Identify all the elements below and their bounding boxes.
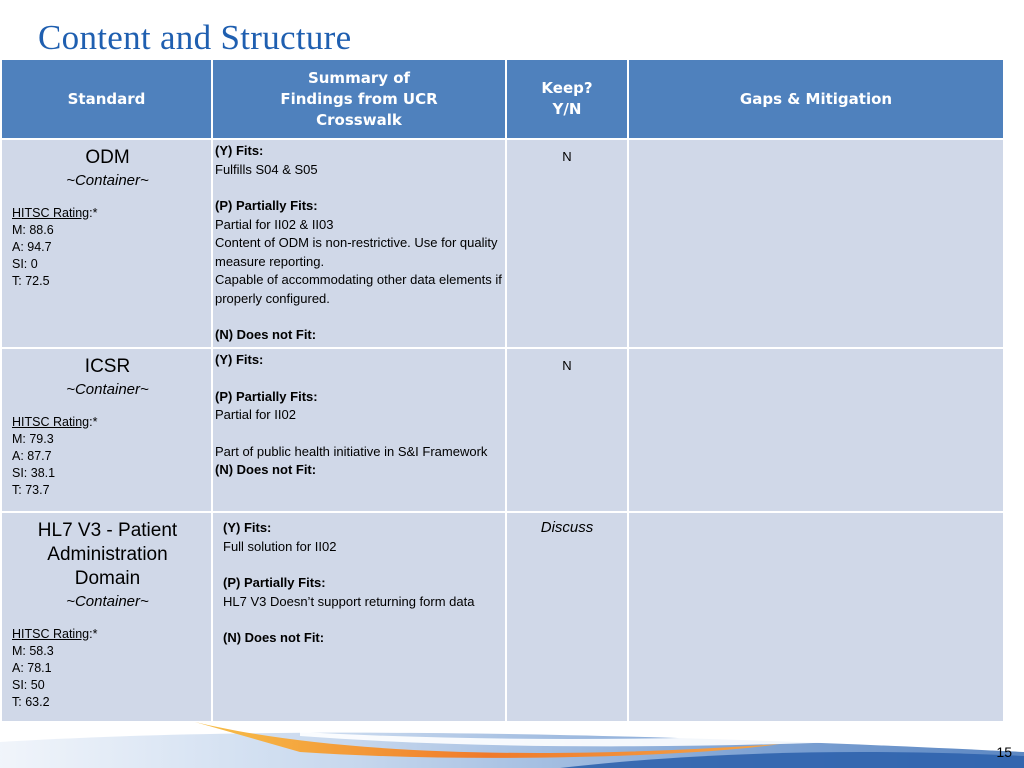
standard-cell: [1, 139, 212, 348]
header-standard: Standard: [1, 59, 212, 139]
table-row: [1, 512, 1004, 722]
partial-label: (P) Partially Fits:: [215, 198, 318, 213]
table-header-row: [1, 59, 1004, 139]
findings-cell: [212, 348, 506, 512]
notfit-label: (N) Does not Fit:: [215, 327, 317, 342]
standard-container: ~Container~: [66, 593, 149, 610]
table-row: [1, 139, 1004, 348]
slide-title: Content and Structure: [38, 18, 352, 57]
hitsc-rating-label: HITSC Rating: [12, 626, 90, 641]
score-m: M: 79.3: [12, 431, 54, 446]
table-row: [1, 348, 1004, 512]
partial-line: Partial for II02 & II03: [215, 216, 334, 232]
standard-container: ~Container~: [66, 381, 149, 398]
score-si: SI: 38.1: [12, 465, 56, 480]
fits-label: (Y) Fits:: [215, 143, 264, 158]
hitsc-rating-suffix: :*: [89, 205, 98, 220]
page-number: 15: [996, 744, 1012, 760]
score-m: M: 88.6: [12, 222, 54, 237]
score-a: A: 87.7: [12, 448, 52, 463]
header-summary: [212, 59, 506, 139]
partial-line: Content of ODM is non-restrictive. Use for quality measure reporting.: [215, 235, 498, 269]
hitsc-rating-suffix: :*: [89, 414, 98, 429]
decorative-footer-swoosh: [0, 722, 1024, 768]
score-t: T: 73.7: [12, 482, 50, 497]
score-t: T: 63.2: [12, 694, 50, 709]
score-a: A: 78.1: [12, 660, 52, 675]
header-gaps: Gaps & Mitigation: [628, 59, 1004, 139]
findings-cell: [212, 512, 506, 722]
fits-line: Full solution for II02: [223, 538, 337, 554]
score-si: SI: 50: [12, 677, 45, 692]
fits-label: (Y) Fits:: [223, 520, 272, 535]
findings-cell: [212, 139, 506, 348]
standard-container: ~Container~: [66, 172, 149, 189]
header-summary-text: Summary of Findings from UCR Crosswalk: [280, 68, 438, 129]
partial-line: Partial for II02: [215, 407, 296, 422]
partial-line: Capable of accommodating other data elements if properly configured.: [215, 272, 502, 306]
header-keep-text: Keep? Y/N: [541, 79, 593, 118]
standard-name: ODM: [85, 147, 130, 168]
hitsc-rating: [12, 205, 203, 222]
keep-cell: N: [506, 348, 628, 512]
partial-label: (P) Partially Fits:: [223, 575, 326, 590]
hitsc-rating-suffix: :*: [89, 626, 98, 641]
header-keep: [506, 59, 628, 139]
hitsc-rating: [12, 626, 203, 643]
fits-line: Fulfills S04 & S05: [215, 161, 318, 177]
partial-label: (P) Partially Fits:: [215, 388, 318, 404]
standard-cell: [1, 512, 212, 722]
standards-table: [0, 58, 1005, 723]
standard-cell: [1, 348, 212, 512]
hitsc-rating: [12, 414, 203, 431]
hitsc-rating-label: HITSC Rating: [12, 414, 90, 429]
keep-cell: Discuss: [506, 512, 628, 722]
extra-line: Part of public health initiative in S&I Framework: [215, 443, 488, 459]
notfit-label: (N) Does not Fit:: [215, 462, 317, 477]
score-a: A: 94.7: [12, 239, 52, 254]
gaps-cell: [628, 348, 1004, 512]
gaps-cell: [628, 139, 1004, 348]
score-si: SI: 0: [12, 256, 38, 271]
gaps-cell: [628, 512, 1004, 722]
notfit-label: (N) Does not Fit:: [223, 630, 325, 645]
score-m: M: 58.3: [12, 643, 54, 658]
standard-name: ICSR: [84, 356, 131, 377]
fits-label: (Y) Fits:: [215, 352, 264, 367]
partial-line: HL7 V3 Doesn’t support returning form data: [223, 593, 475, 609]
keep-cell: N: [506, 139, 628, 348]
hitsc-rating-label: HITSC Rating: [12, 205, 90, 220]
standard-name: HL7 V3 - Patient Administration Domain: [37, 520, 178, 589]
score-t: T: 72.5: [12, 273, 50, 288]
